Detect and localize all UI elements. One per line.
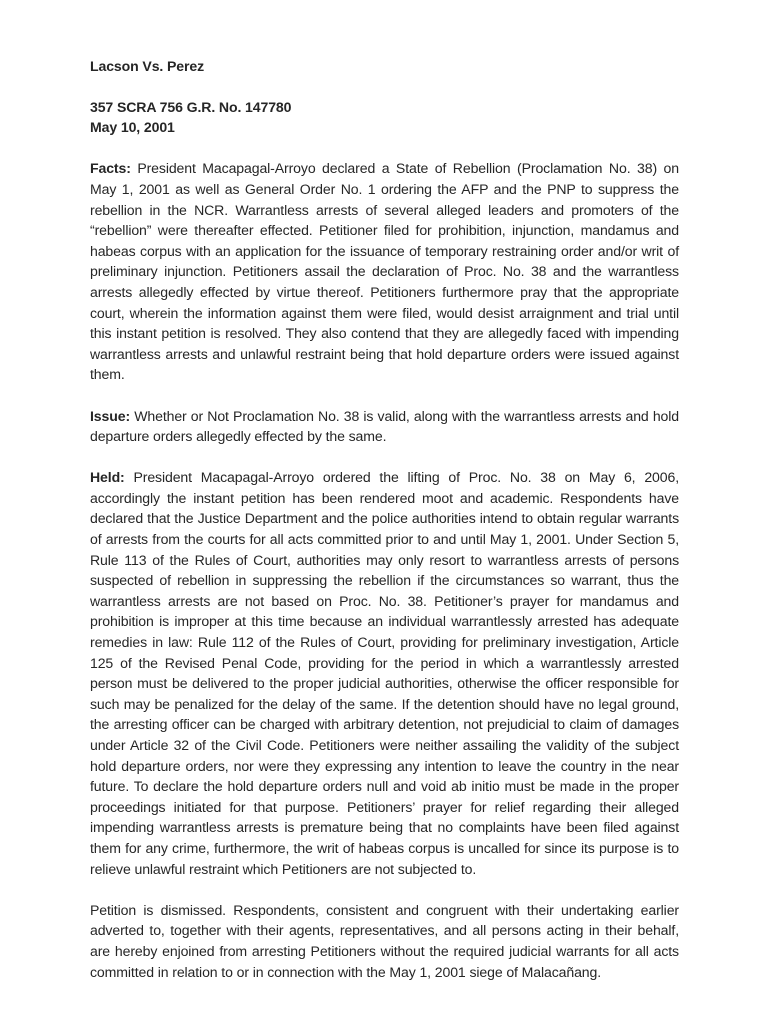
held-label: Held: bbox=[90, 469, 125, 486]
citation-block bbox=[90, 97, 679, 138]
facts-paragraph bbox=[90, 158, 679, 385]
document-page bbox=[90, 56, 679, 982]
facts-label: Facts: bbox=[90, 160, 131, 177]
held-paragraph bbox=[90, 467, 679, 879]
citation-date: May 10, 2001 bbox=[90, 119, 175, 136]
citation-reference: 357 SCRA 756 G.R. No. 147780 bbox=[90, 98, 292, 115]
facts-text: President Macapagal-Arroyo declared a State of Rebellion (Proclamation No. 38) on May 1, 2001 as well as General Order No. 1 ordering the AFP and the PNP to suppress the rebellion in the NCR. Warrantless arrests of several alleged leaders and promoters of the “rebellion” were thereafter effected. Petitioner filed for prohibition, injunction, mandamus and habeas corpus with an application for the issuance of temporary restraining order and/or writ of preliminary injunction. Petitioners assail the declaration of Proc. No. 38 and the warrantless arrests allegedly effected by virtue thereof. Petitioners furthermore pray that the appropriate court, wherein the information against them were filed, would desist arraignment and trial until this instant petition is resolved. They also contend that they are allegedly faced with impending warrantless arrests and unlawful restraint being that hold departure orders were issued against them. bbox=[90, 160, 679, 383]
disposition-paragraph: Petition is dismissed. Respondents, consistent and congruent with their undertaking earlier adverted to, together with their agents, representatives, and all persons acting in their behalf, are hereby enjoined from arresting Petitioners without the required judicial warrants for all acts committed in relation to or in connection with the May 1, 2001 siege of Malacañang. bbox=[90, 901, 679, 980]
held-text: President Macapagal-Arroyo ordered the lifting of Proc. No. 38 on May 6, 2006, accordingly the instant petition has been rendered moot and academic. Respondents have declared that the Justice Department and the police authorities intend to obtain regular warrants of arrests from the courts for all acts committed prior to and until May 1, 2001. Under Section 5, Rule 113 of the Rules of Court, authorities may only resort to warrantless arrests of persons suspected of rebellion in suppressing the rebellion if the circumstances so warrant, thus the warrantless arrests are not based on Proc. No. 38. Petitioner’s prayer for mandamus and prohibition is improper at this time because an individual warrantlessly arrested has adequate remedies in law: Rule 112 of the Rules of Court, providing for preliminary investigation, Article 125 of the Revised Penal Code, providing for the period in which a warrantlessly arrested person must be delivered to the proper judicial authorities, otherwise the officer responsible for such may be penalized for the delay of the same. If the detention should have no legal ground, the arresting officer can be charged with arbitrary detention, not prejudicial to claim of damages under Article 32 of the Civil Code. Petitioners were neither assailing the validity of the subject hold departure orders, nor were they expressing any intention to leave the country in the near future. To declare the hold departure orders null and void ab initio must be made in the proper proceedings initiated for that purpose. Petitioners’ prayer for relief regarding their alleged impending warrantless arrests is premature being that no complaints have been filed against them for any crime, furthermore, the writ of habeas corpus is uncalled for since its purpose is to relieve unlawful restraint which Petitioners are not subjected to. bbox=[90, 469, 679, 877]
issue-paragraph bbox=[90, 406, 679, 447]
document-title: Lacson Vs. Perez bbox=[90, 58, 205, 74]
issue-text: Whether or Not Proclamation No. 38 is valid, along with the warrantless arrests and hold departure orders allegedly effected by the same. bbox=[90, 407, 679, 445]
issue-label: Issue: bbox=[90, 407, 131, 424]
